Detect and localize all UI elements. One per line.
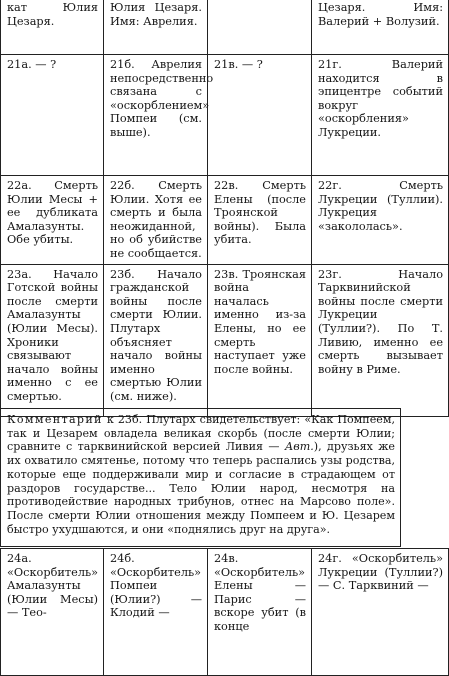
- header-cell-4: Цезаря. Имя: Валерий + Волузий.: [312, 0, 449, 55]
- table-cell: 23б. Начало гражданской войны после смерти Юлии. Плутарх объясняет начало войны именно смертью Юлии (см. ниже).: [104, 264, 208, 416]
- commentary-text-end: ), друзьях же их охватило смятенье, потому что теперь распались узы родства, которые еще поддерживали мир и согласие в страдающем от раздоров государстве... Тело Юлии народ, несмотря на противодействие народных трибунов, отнес на Марсово поле». После смерти Юлии отношения между Помпеем и Ю. Цезарем быстро ухудшаются, и они «поднялись друг на друга».: [7, 440, 395, 536]
- table-cell: 24в. «Оскорбитель» Елены — Парис — вскоре убит (в конце: [208, 549, 312, 676]
- table-cell: 24г. «Оскорбитель» Лукреции (Туллии?) — С. Тарквиний —: [312, 549, 449, 676]
- table-cell: 22а. Смерть Юлии Месы + ее дубликата Амалазунты. Обе убиты.: [1, 176, 104, 265]
- header-cell-1: кат Юлия Цезаря.: [1, 0, 104, 55]
- table-header-row: [1, 0, 449, 55]
- comparison-table-continued: [0, 548, 449, 676]
- table-cell: 21а. — ?: [1, 55, 104, 176]
- commentary-block: [0, 408, 401, 547]
- table-cell: 23г. Начало Тарквинийской войны после смерти Лукреции (Туллии?). По Т. Ливию, именно ее смерть вызывает войну в Риме.: [312, 264, 449, 416]
- table-row: [1, 176, 449, 265]
- commentary-label: Комментарий: [7, 413, 103, 426]
- table-cell: 24б. «Оскорбитель» Помпеи (Юлии?) — Клодий —: [104, 549, 208, 676]
- table-cell: 22г. Смерть Лукреции (Туллии). Лукреция «закололась».: [312, 176, 449, 265]
- table-cell: 23а. Начало Готской войны после смерти Амалазунты (Юлии Месы). Хроники связывают начало войны именно с ее смертью.: [1, 264, 104, 416]
- table-cell: 23в. Троянская война началась именно из-за Елены, но ее смерть наступает уже после войны.: [208, 264, 312, 416]
- author-reference: Авт.: [284, 440, 314, 454]
- commentary-text: к 23б. Плутарх свидетельствует: «Как Помпеем, так и Цезарем овладела великая скорбь (после смерти Юлии; сравните с тарквинийской версией Ливия —: [7, 413, 395, 454]
- header-cell-3: [208, 0, 312, 55]
- table-cell: 24а. «Оскорбитель» Амалазунты (Юлии Месы) — Тео-: [1, 549, 104, 676]
- table-cell: 22б. Смерть Юлии. Хотя ее смерть и была неожиданной, но об убийстве не сообщается.: [104, 176, 208, 265]
- header-cell-2: Юлия Цезаря. Имя: Аврелия.: [104, 0, 208, 55]
- table-cell: 21г. Валерий находится в эпицентре событий вокруг «оскорбления» Лукреции.: [312, 55, 449, 176]
- table-row: [1, 264, 449, 416]
- table-row: [1, 549, 449, 676]
- table-cell: 21б. Аврелия непосредственно связана с «оскорблением» Помпеи (см. выше).: [104, 55, 208, 176]
- table-cell: 22в. Смерть Елены (после Троянской войны). Была убита.: [208, 176, 312, 265]
- table-row: [1, 55, 449, 176]
- table-cell: 21в. — ?: [208, 55, 312, 176]
